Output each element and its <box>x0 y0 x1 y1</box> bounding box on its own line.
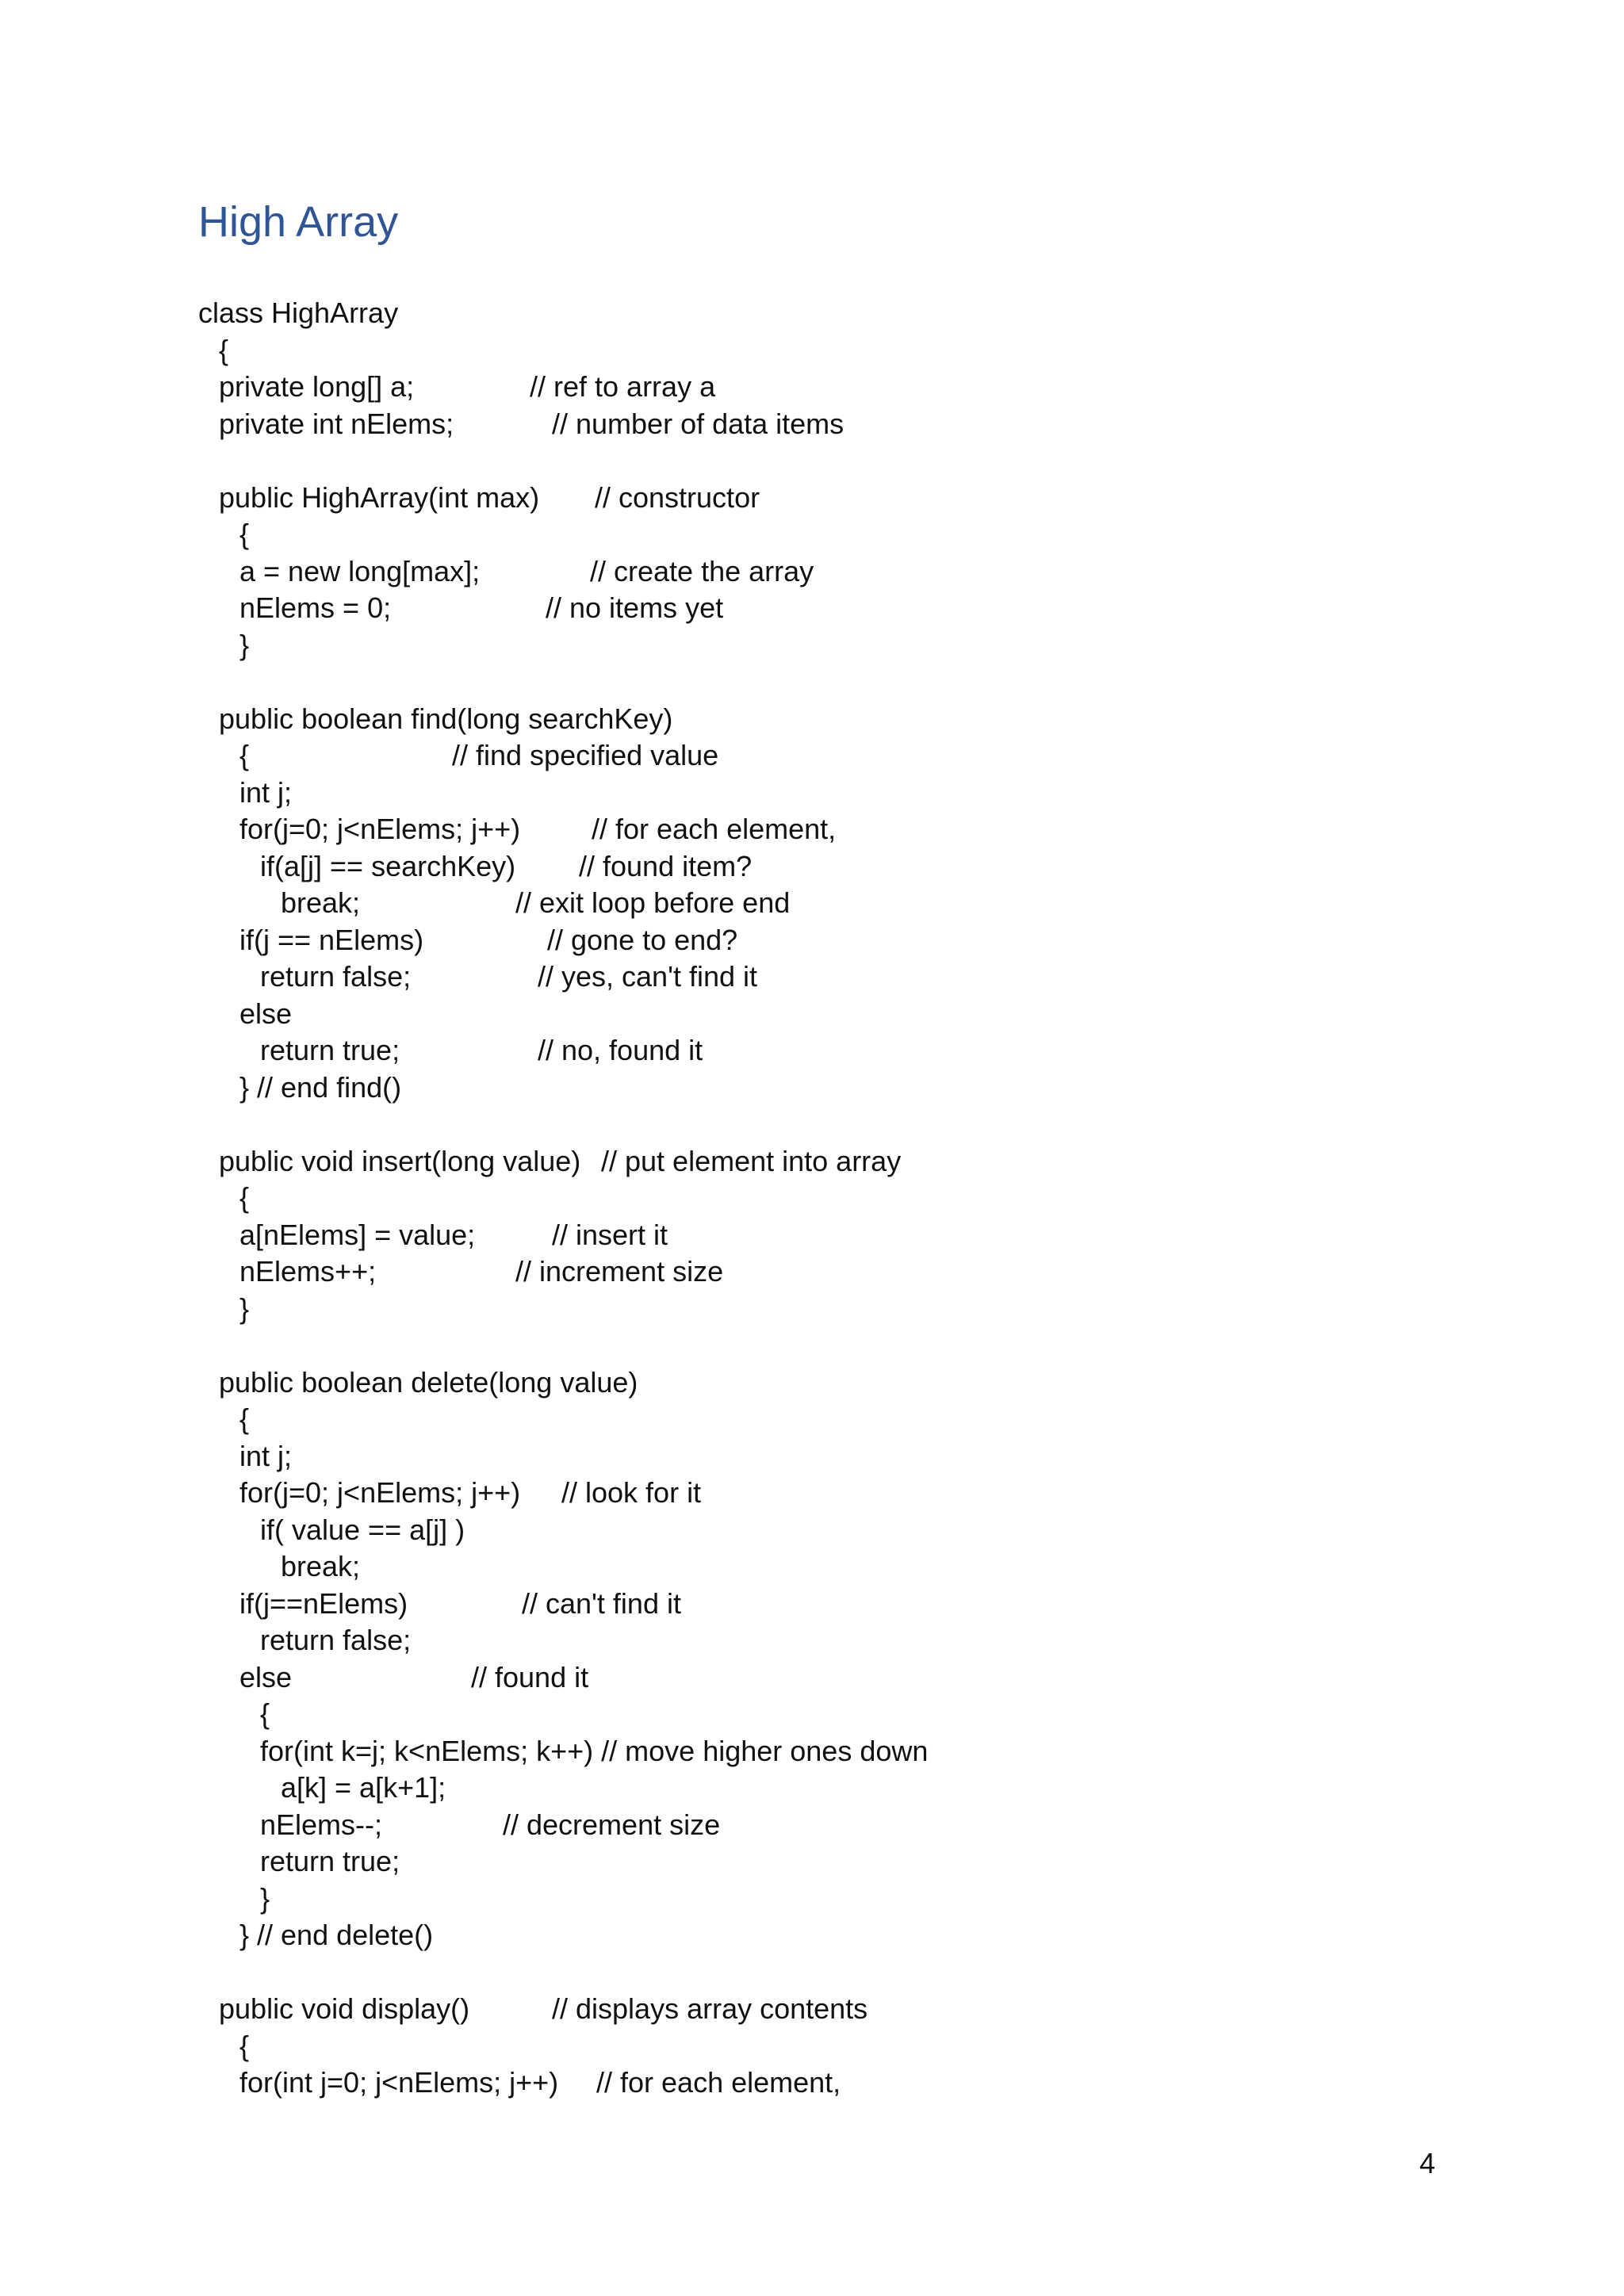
code-line <box>198 701 1546 738</box>
code-line <box>198 1106 1546 1143</box>
code-text: a = new long[max]; <box>239 554 481 587</box>
code-line <box>198 1881 1546 1918</box>
code-text: nElems++; <box>239 1255 377 1288</box>
code-line <box>198 1548 1546 1586</box>
code-text: } // end find() <box>239 1070 402 1104</box>
code-comment: // put element into array <box>601 1144 902 1177</box>
code-line <box>198 627 1546 664</box>
code-text: { <box>239 1402 250 1435</box>
code-line <box>198 1622 1546 1659</box>
code-line <box>198 590 1546 627</box>
code-line <box>198 737 1546 775</box>
code-text: int j; <box>239 1439 293 1472</box>
code-line <box>198 516 1546 553</box>
code-line <box>198 1659 1546 1697</box>
code-line <box>198 1180 1546 1217</box>
code-line <box>198 1143 1546 1181</box>
code-comment: // no items yet <box>546 591 724 624</box>
code-line <box>198 1512 1546 1549</box>
code-line <box>198 1696 1546 1733</box>
code-text: break; <box>281 1550 361 1582</box>
code-comment: // yes, can't find it <box>538 960 757 993</box>
page-number: 4 <box>1419 2147 1436 2179</box>
code-line <box>198 811 1546 848</box>
code-text: if(j==nElems) <box>239 1586 408 1620</box>
code-comment: // for each element, <box>592 813 837 845</box>
code-text: public void insert(long value) <box>219 1144 581 1177</box>
code-line <box>198 1843 1546 1881</box>
code-comment: // insert it <box>552 1218 668 1251</box>
code-text: nElems--; <box>260 1808 383 1841</box>
code-text: } <box>260 1881 270 1915</box>
code-text: public HighArray(int max) <box>219 480 540 514</box>
code-text: { <box>239 1181 250 1214</box>
code-line <box>198 1070 1546 1107</box>
code-text: for(j=0; j<nElems; j++) <box>239 1476 521 1509</box>
code-text: if(j == nElems) <box>239 923 424 956</box>
code-text: if( value == a[j] ) <box>260 1513 465 1546</box>
code-text: public boolean find(long searchKey) <box>219 702 673 735</box>
code-comment: // displays array contents <box>552 1992 868 2025</box>
section-heading: High Array <box>198 198 399 246</box>
code-text: } <box>239 1292 250 1325</box>
code-line <box>198 1217 1546 1254</box>
code-line <box>198 1586 1546 1623</box>
code-line <box>198 1807 1546 1844</box>
code-comment: // ref to array a <box>530 370 716 403</box>
code-comment: // can't find it <box>522 1586 681 1620</box>
code-text: { <box>239 2029 250 2062</box>
code-line <box>198 2028 1546 2065</box>
code-text: } <box>239 628 250 661</box>
code-text: else <box>239 1660 293 1693</box>
code-text: } // end delete() <box>239 1919 434 1951</box>
code-comment: // found it <box>471 1660 589 1693</box>
code-line <box>198 1327 1546 1364</box>
code-comment: // increment size <box>515 1255 724 1288</box>
code-text: for(int j=0; j<nElems; j++) <box>239 2066 559 2099</box>
code-line <box>198 664 1546 701</box>
code-text: private int nElems; <box>219 407 454 440</box>
code-comment: // number of data items <box>552 407 845 440</box>
code-text: break; <box>281 886 361 919</box>
code-line <box>198 885 1546 922</box>
code-comment: // constructor <box>595 480 760 514</box>
code-line <box>198 1253 1546 1291</box>
code-text: class HighArray <box>198 297 399 329</box>
code-text: for(int k=j; k<nElems; k++) // move higher ones down <box>260 1734 929 1767</box>
code-comment: // for each element, <box>596 2066 841 2099</box>
code-comment: // look for it <box>561 1476 702 1509</box>
code-line <box>198 332 1546 369</box>
code-listing <box>198 295 1546 2102</box>
code-text: private long[] a; <box>219 370 415 403</box>
code-line <box>198 2064 1546 2102</box>
code-text: { <box>239 739 250 771</box>
code-comment: // exit loop before end <box>515 886 791 919</box>
code-text: for(j=0; j<nElems; j++) <box>239 813 521 845</box>
code-comment: // no, found it <box>538 1034 703 1066</box>
code-line <box>198 442 1546 480</box>
code-text: return false; <box>260 1624 412 1656</box>
code-line <box>198 996 1546 1033</box>
code-line <box>198 1991 1546 2028</box>
code-line <box>198 1438 1546 1475</box>
code-text: return false; <box>260 960 412 993</box>
code-line <box>198 1954 1546 1992</box>
code-text: public void display() <box>219 1992 470 2025</box>
code-comment: // found item? <box>579 849 753 882</box>
code-comment: // create the array <box>590 554 814 587</box>
code-line <box>198 369 1546 406</box>
code-text: nElems = 0; <box>239 591 392 624</box>
code-line <box>198 1770 1546 1807</box>
code-text: { <box>219 333 229 366</box>
code-line <box>198 1733 1546 1770</box>
code-text: { <box>260 1697 270 1730</box>
code-line <box>198 1032 1546 1070</box>
code-text: a[nElems] = value; <box>239 1218 476 1251</box>
code-text: return true; <box>260 1845 400 1877</box>
code-line <box>198 1291 1546 1328</box>
code-line <box>198 1401 1546 1438</box>
code-text: else <box>239 997 293 1030</box>
code-line <box>198 480 1546 517</box>
code-line <box>198 1917 1546 1954</box>
code-comment: // find specified value <box>452 739 719 771</box>
code-text: int j; <box>239 775 293 809</box>
code-text: public boolean delete(long value) <box>219 1365 638 1399</box>
code-line <box>198 848 1546 886</box>
code-line <box>198 406 1546 443</box>
code-text: { <box>239 518 250 550</box>
code-line <box>198 553 1546 591</box>
code-comment: // decrement size <box>503 1808 721 1841</box>
code-text: a[k] = a[k+1]; <box>281 1771 446 1804</box>
code-line <box>198 959 1546 996</box>
code-line <box>198 775 1546 812</box>
code-line <box>198 295 1546 332</box>
code-line <box>198 1364 1546 1402</box>
code-comment: // gone to end? <box>547 923 738 956</box>
code-text: if(a[j] == searchKey) <box>260 849 516 882</box>
code-line <box>198 1475 1546 1512</box>
code-text: return true; <box>260 1034 400 1066</box>
code-line <box>198 922 1546 959</box>
